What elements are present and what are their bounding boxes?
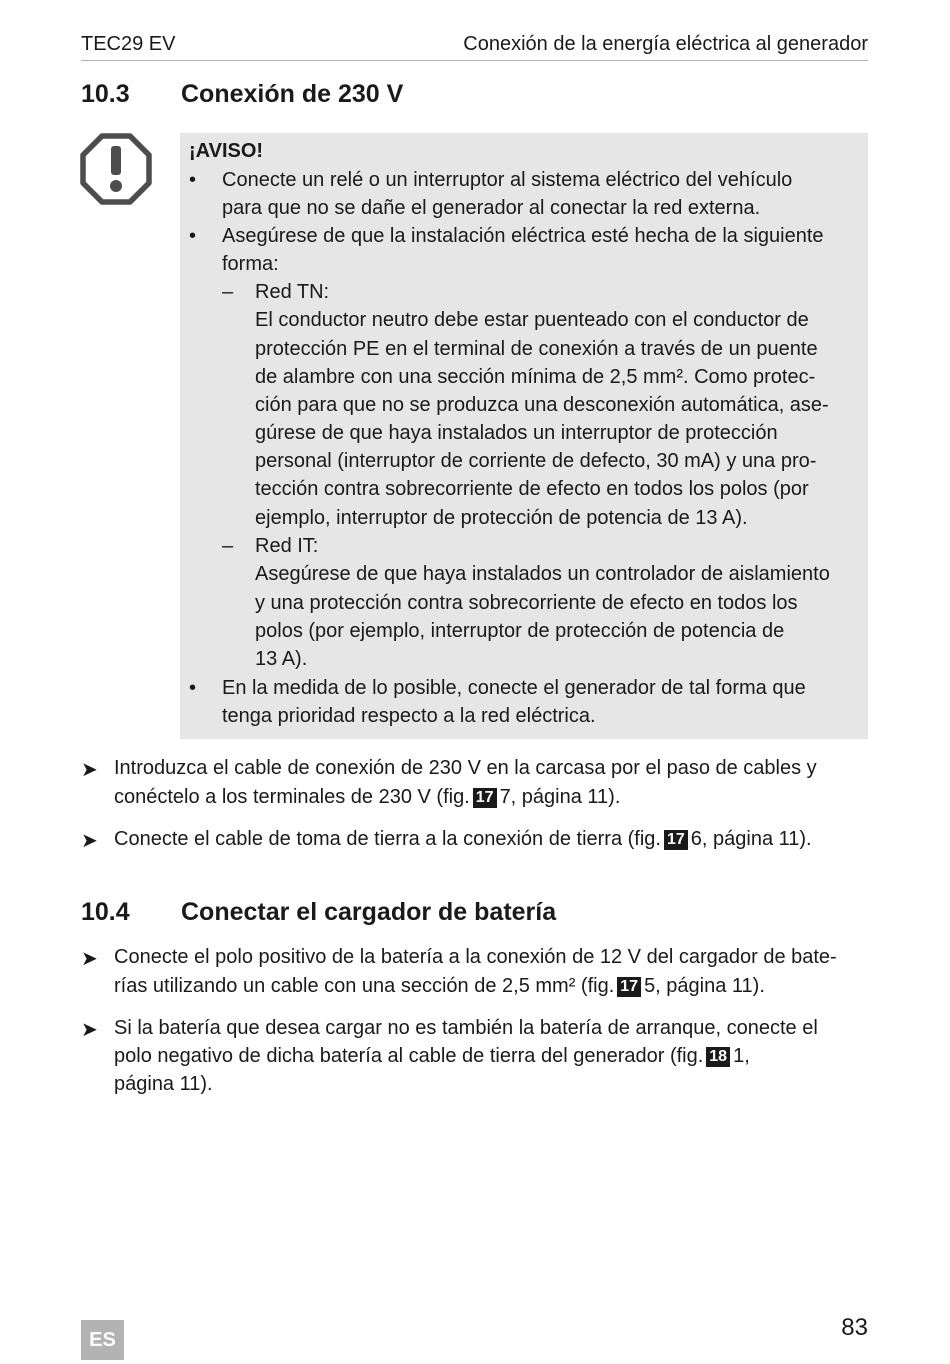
section-heading-10-3 <box>81 80 781 114</box>
figure-ref-badge: 18 <box>706 1047 730 1067</box>
notice-bullet-2-line-1: Asegúrese de que la instalación eléctrica esté hecha de la siguiente <box>222 225 824 247</box>
step-arrow-icon: ➤ <box>81 948 98 970</box>
notice-bullet-1-line-2: para que no se dañe el generador al conectar la red externa. <box>222 197 761 219</box>
figure-ref-badge: 17 <box>617 977 641 997</box>
notice-bullet-3-line-2: tenga prioridad respecto a la red eléctrica. <box>222 705 596 727</box>
step-text: polo negativo de dicha batería al cable de tierra del generador (fig. <box>114 1045 704 1067</box>
step-line: página 11). <box>114 1073 213 1095</box>
notice-bullet-2-line-2: forma: <box>222 253 279 275</box>
step-text: rías utilizando un cable con una sección de 2,5 mm² (fig. <box>114 975 615 997</box>
header-model: TEC29 EV <box>81 33 176 55</box>
notice-box <box>180 133 868 739</box>
red-tn-line: personal (interruptor de corriente de defecto, 30 mA) y una pro- <box>255 450 817 472</box>
red-tn-line: protección PE en el terminal de conexión a través de un puente <box>255 338 818 360</box>
header-chapter: Conexión de la energía eléctrica al generador <box>463 33 868 55</box>
step-arrow-icon: ➤ <box>81 1019 98 1041</box>
step-line: Conecte el polo positivo de la batería a la conexión de 12 V del cargador de bate- <box>114 946 837 968</box>
step-text: Conecte el cable de toma de tierra a la conexión de tierra (fig. <box>114 828 661 850</box>
step-line <box>114 1045 750 1068</box>
section-title: Conectar el cargador de batería <box>181 898 557 926</box>
dash-marker: – <box>222 535 234 557</box>
step-arrow-icon: ➤ <box>81 830 98 852</box>
bullet-marker: • <box>189 225 197 247</box>
language-badge: ES <box>81 1320 124 1360</box>
dash-marker: – <box>222 281 234 303</box>
figure-ref-badge: 17 <box>473 788 497 808</box>
warning-exclamation-octagon-icon <box>80 133 152 205</box>
red-tn-line: tección contra sobrecorriente de efecto en todos los polos (por <box>255 478 809 500</box>
red-tn-line: ción para que no se produzca una desconexión automática, ase- <box>255 394 829 416</box>
step-line <box>114 975 765 998</box>
red-tn-label: Red TN: <box>255 281 330 303</box>
step-text: 6, página 11). <box>690 828 812 850</box>
red-it-label: Red IT: <box>255 535 319 557</box>
page-number: 83 <box>841 1314 868 1341</box>
step-text: 1, <box>733 1045 750 1067</box>
step-text: conéctelo a los terminales de 230 V (fig. <box>114 786 470 808</box>
step-line <box>114 786 620 809</box>
step-line: Si la batería que desea cargar no es también la batería de arranque, conecte el <box>114 1017 818 1039</box>
step-text: 7, página 11). <box>499 786 621 808</box>
red-tn-line: ejemplo, interruptor de protección de potencia de 13 A). <box>255 507 748 529</box>
section-number: 10.4 <box>81 898 130 926</box>
page-header <box>81 30 868 61</box>
red-it-line: Asegúrese de que haya instalados un controlador de aislamiento <box>255 563 830 585</box>
step-text: 5, página 11). <box>644 975 765 997</box>
red-it-line: y una protección contra sobrecorriente de efecto en todos los <box>255 592 798 614</box>
step-arrow-icon: ➤ <box>81 759 98 781</box>
section-number: 10.3 <box>81 80 130 108</box>
red-tn-line: de alambre con una sección mínima de 2,5 mm². Como protec- <box>255 366 816 388</box>
red-it-line: polos (por ejemplo, interruptor de protección de potencia de <box>255 620 785 642</box>
notice-bullet-3-line-1: En la medida de lo posible, conecte el generador de tal forma que <box>222 677 806 699</box>
figure-ref-badge: 17 <box>664 830 688 850</box>
red-tn-line: El conductor neutro debe estar puenteado con el conductor de <box>255 309 809 331</box>
step-line: Introduzca el cable de conexión de 230 V en la carcasa por el paso de cables y <box>114 757 817 779</box>
step-line <box>114 828 812 851</box>
red-tn-line: gúrese de que haya instalados un interruptor de protección <box>255 422 778 444</box>
red-it-line: 13 A). <box>255 648 308 670</box>
bullet-marker: • <box>189 677 197 699</box>
bullet-marker: • <box>189 169 197 191</box>
notice-title: ¡AVISO! <box>189 140 264 162</box>
section-heading-10-4 <box>81 898 781 932</box>
notice-bullet-1-line-1: Conecte un relé o un interruptor al sistema eléctrico del vehículo <box>222 169 793 191</box>
section-title: Conexión de 230 V <box>181 80 404 108</box>
